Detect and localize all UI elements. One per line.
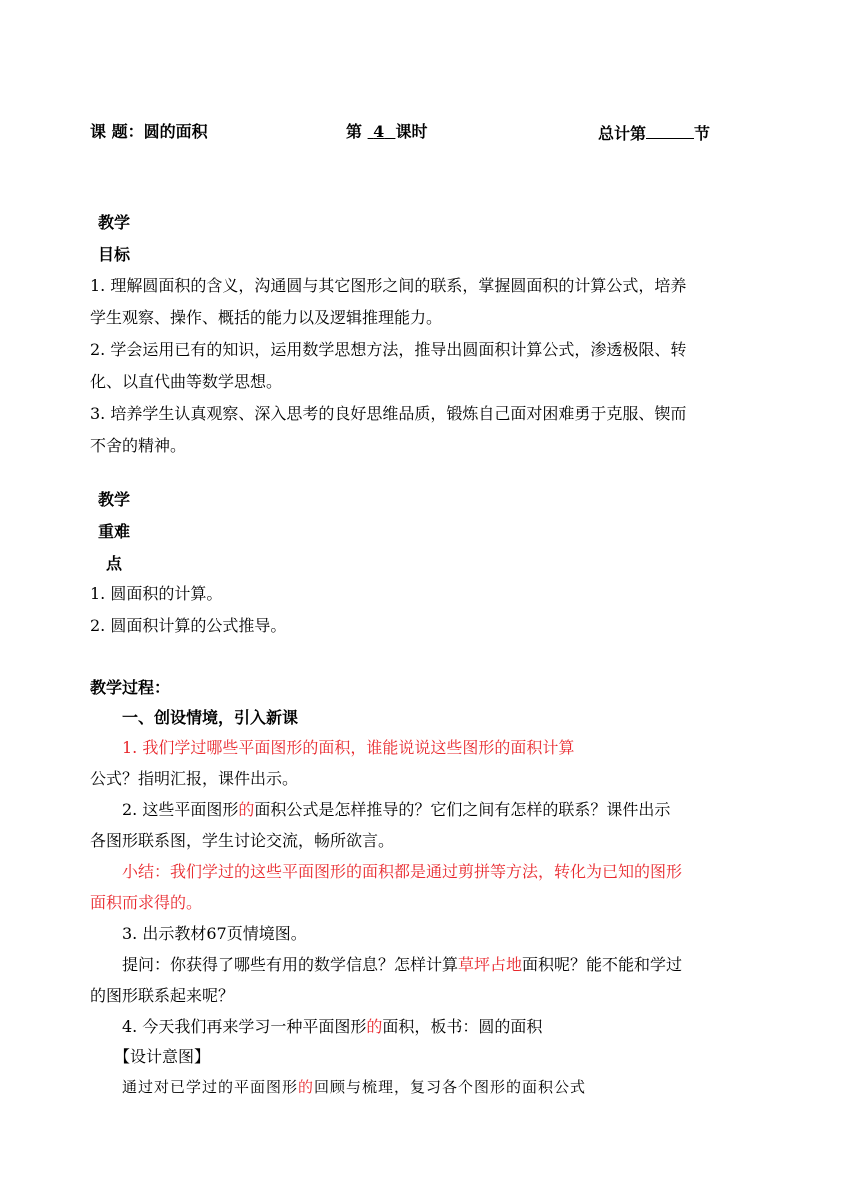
keypoint-item: 2. 圆面积计算的公式推导。 bbox=[90, 616, 287, 635]
design-intent-label: 【设计意图】 bbox=[114, 1047, 211, 1066]
objective-line: 2. 学会运用已有的知识，运用数学思想方法，推导出圆面积计算公式，渗透极限、转 bbox=[90, 340, 687, 359]
lesson-number bbox=[346, 122, 427, 142]
paragraph-4: 4. 今天我们再来学习一种平面图形的面积，板书：圆的面积 bbox=[122, 1017, 543, 1036]
keypoints-heading-3: 点 bbox=[106, 554, 123, 573]
keypoint-item: 1. 圆面积的计算。 bbox=[90, 584, 223, 603]
objective-line: 不舍的精神。 bbox=[90, 436, 187, 455]
objective-line: 化、以直代曲等数学思想。 bbox=[90, 372, 283, 391]
lesson-prefix: 第 bbox=[346, 122, 368, 141]
question-line-cont: 的图形联系起来呢？ bbox=[90, 986, 235, 1005]
paragraph-3: 3. 出示教材67页情境图。 bbox=[122, 924, 307, 943]
summary-line-cont: 面积而求得的。 bbox=[90, 893, 203, 912]
paragraph-2: 2. 这些平面图形的面积公式是怎样推导的？它们之间有怎样的联系？课件出示 bbox=[122, 800, 671, 819]
topic-label: 课 题：圆的面积 bbox=[90, 122, 208, 141]
process-heading: 教学过程： bbox=[90, 678, 171, 697]
keypoints-heading-2: 重难 bbox=[98, 522, 131, 541]
question-line: 提问：你获得了哪些有用的数学信息？怎样计算草坪占地面积呢？能不能和学过 bbox=[122, 955, 683, 974]
total-suffix: 节 bbox=[694, 124, 711, 143]
total-count bbox=[598, 122, 710, 144]
lesson-value: 4 bbox=[373, 122, 385, 141]
keypoints-heading-1: 教学 bbox=[98, 490, 131, 509]
objective-line: 学生观察、操作、概括的能力以及逻辑推理能力。 bbox=[90, 308, 443, 327]
total-prefix: 总计第 bbox=[598, 124, 647, 143]
objective-line: 3. 培养学生认真观察、深入思考的良好思维品质，锻炼自己面对困难勇于克服、锲而 bbox=[90, 404, 687, 423]
design-intent-text: 通过对已学过的平面图形的回顾与梳理，复习各个图形的面积公式 bbox=[122, 1078, 587, 1096]
paragraph-1: 1. 我们学过哪些平面图形的面积，谁能说说这些图形的面积计算 bbox=[122, 738, 575, 757]
paragraph-2-cont: 各图形联系图，学生讨论交流，畅所欲言。 bbox=[90, 831, 395, 850]
lesson-suffix: 课时 bbox=[395, 122, 428, 141]
total-blank bbox=[646, 122, 694, 139]
objectives-heading-1: 教学 bbox=[98, 213, 131, 232]
objectives-heading-2: 目标 bbox=[98, 245, 131, 264]
paragraph-1-cont: 公式？指明汇报，课件出示。 bbox=[90, 769, 299, 788]
section-1-title: 一、创设情境，引入新课 bbox=[122, 708, 299, 727]
summary-line: 小结：我们学过的这些平面图形的面积都是通过剪拼等方法，转化为已知的图形 bbox=[122, 862, 683, 881]
objective-line: 1. 理解圆面积的含义，沟通圆与其它图形之间的联系，掌握圆面积的计算公式，培养 bbox=[90, 276, 687, 295]
